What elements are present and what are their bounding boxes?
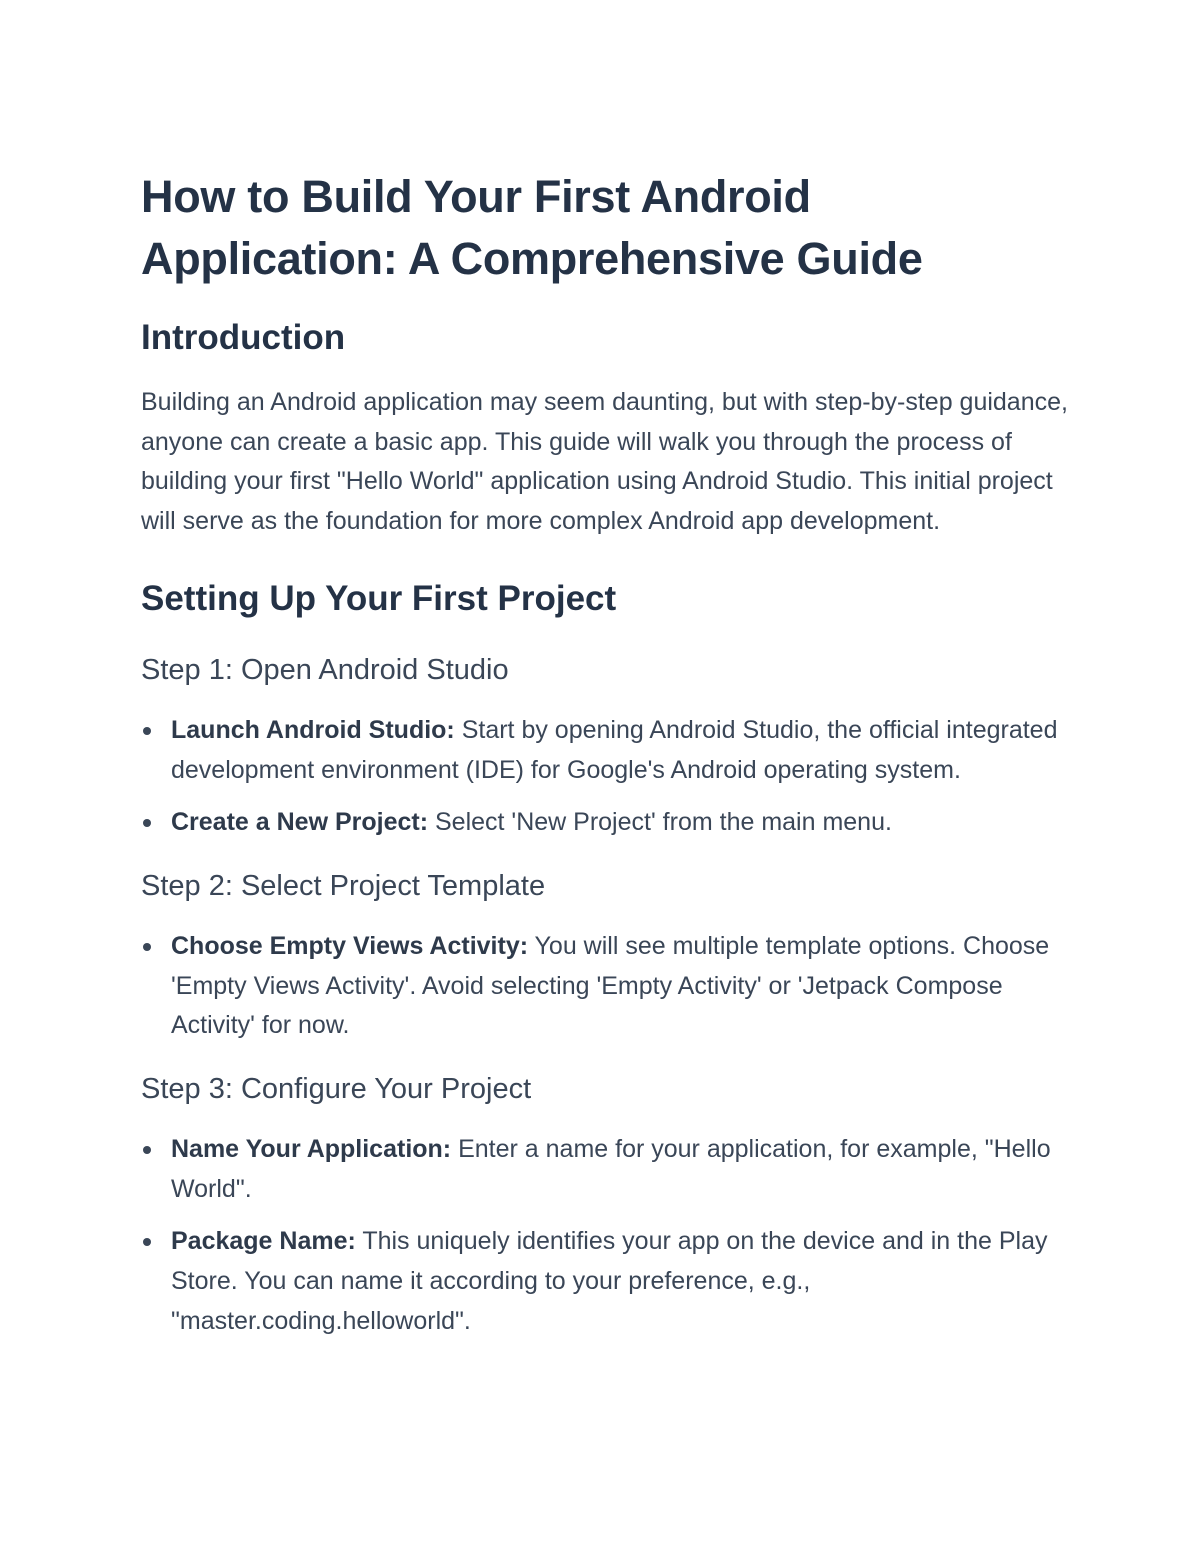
introduction-heading: Introduction xyxy=(141,318,346,357)
step-1-heading: Step 1: Open Android Studio xyxy=(141,653,509,686)
list-item-label: Launch Android Studio: xyxy=(171,715,455,744)
page-title: How to Build Your First Android Application: A Comprehensive Guide xyxy=(141,171,923,284)
list-item-text: Enter a name for your application, for example, "Hello World". xyxy=(171,1135,1051,1203)
list-item-text: You will see multiple template options. Choose 'Empty Views Activity'. Avoid selecting 'Empty Activity' or 'Jetpack Compose Activity' for now. xyxy=(171,931,1050,1040)
bullet-icon xyxy=(143,1238,151,1246)
bullet-icon xyxy=(143,727,151,735)
list-item-text: This uniquely identifies your app on the device and in the Play Store. You can name it according to your preference, e.g., "master.coding.helloworld". xyxy=(171,1227,1048,1335)
bullet-icon xyxy=(143,1146,151,1154)
bullet-icon xyxy=(143,819,151,827)
step-3-heading: Step 3: Configure Your Project xyxy=(141,1073,532,1106)
list-item-label: Name Your Application: xyxy=(171,1135,452,1164)
list-item-label: Package Name: xyxy=(171,1227,356,1256)
step-2-heading: Step 2: Select Project Template xyxy=(141,869,546,902)
bullet-icon xyxy=(143,943,151,951)
list-item xyxy=(141,1222,1071,1341)
step-2-list xyxy=(141,927,1071,1046)
step-3-list xyxy=(141,1130,1071,1342)
list-item-label: Create a New Project: xyxy=(171,808,429,837)
list-item-text: Start by opening Android Studio, the official integrated development environment (IDE) for Google's Android operating system. xyxy=(171,715,1058,784)
list-item xyxy=(141,1130,1071,1209)
list-item-text: Select 'New Project' from the main menu. xyxy=(428,808,892,837)
introduction-paragraph: Building an Android application may seem daunting, but with step-by-step guidance, anyone can create a basic app. This guide will walk you through the process of building your first "Hello World" application using Android Studio. This initial project will serve as the foundation for more complex Android app development. xyxy=(141,388,1068,536)
document-page xyxy=(141,166,1071,1342)
list-item xyxy=(141,711,1071,790)
list-item-label: Choose Empty Views Activity: xyxy=(171,931,529,960)
list-item xyxy=(141,803,1071,843)
step-1-list xyxy=(141,711,1071,843)
setup-heading: Setting Up Your First Project xyxy=(141,578,617,618)
list-item xyxy=(141,927,1071,1046)
